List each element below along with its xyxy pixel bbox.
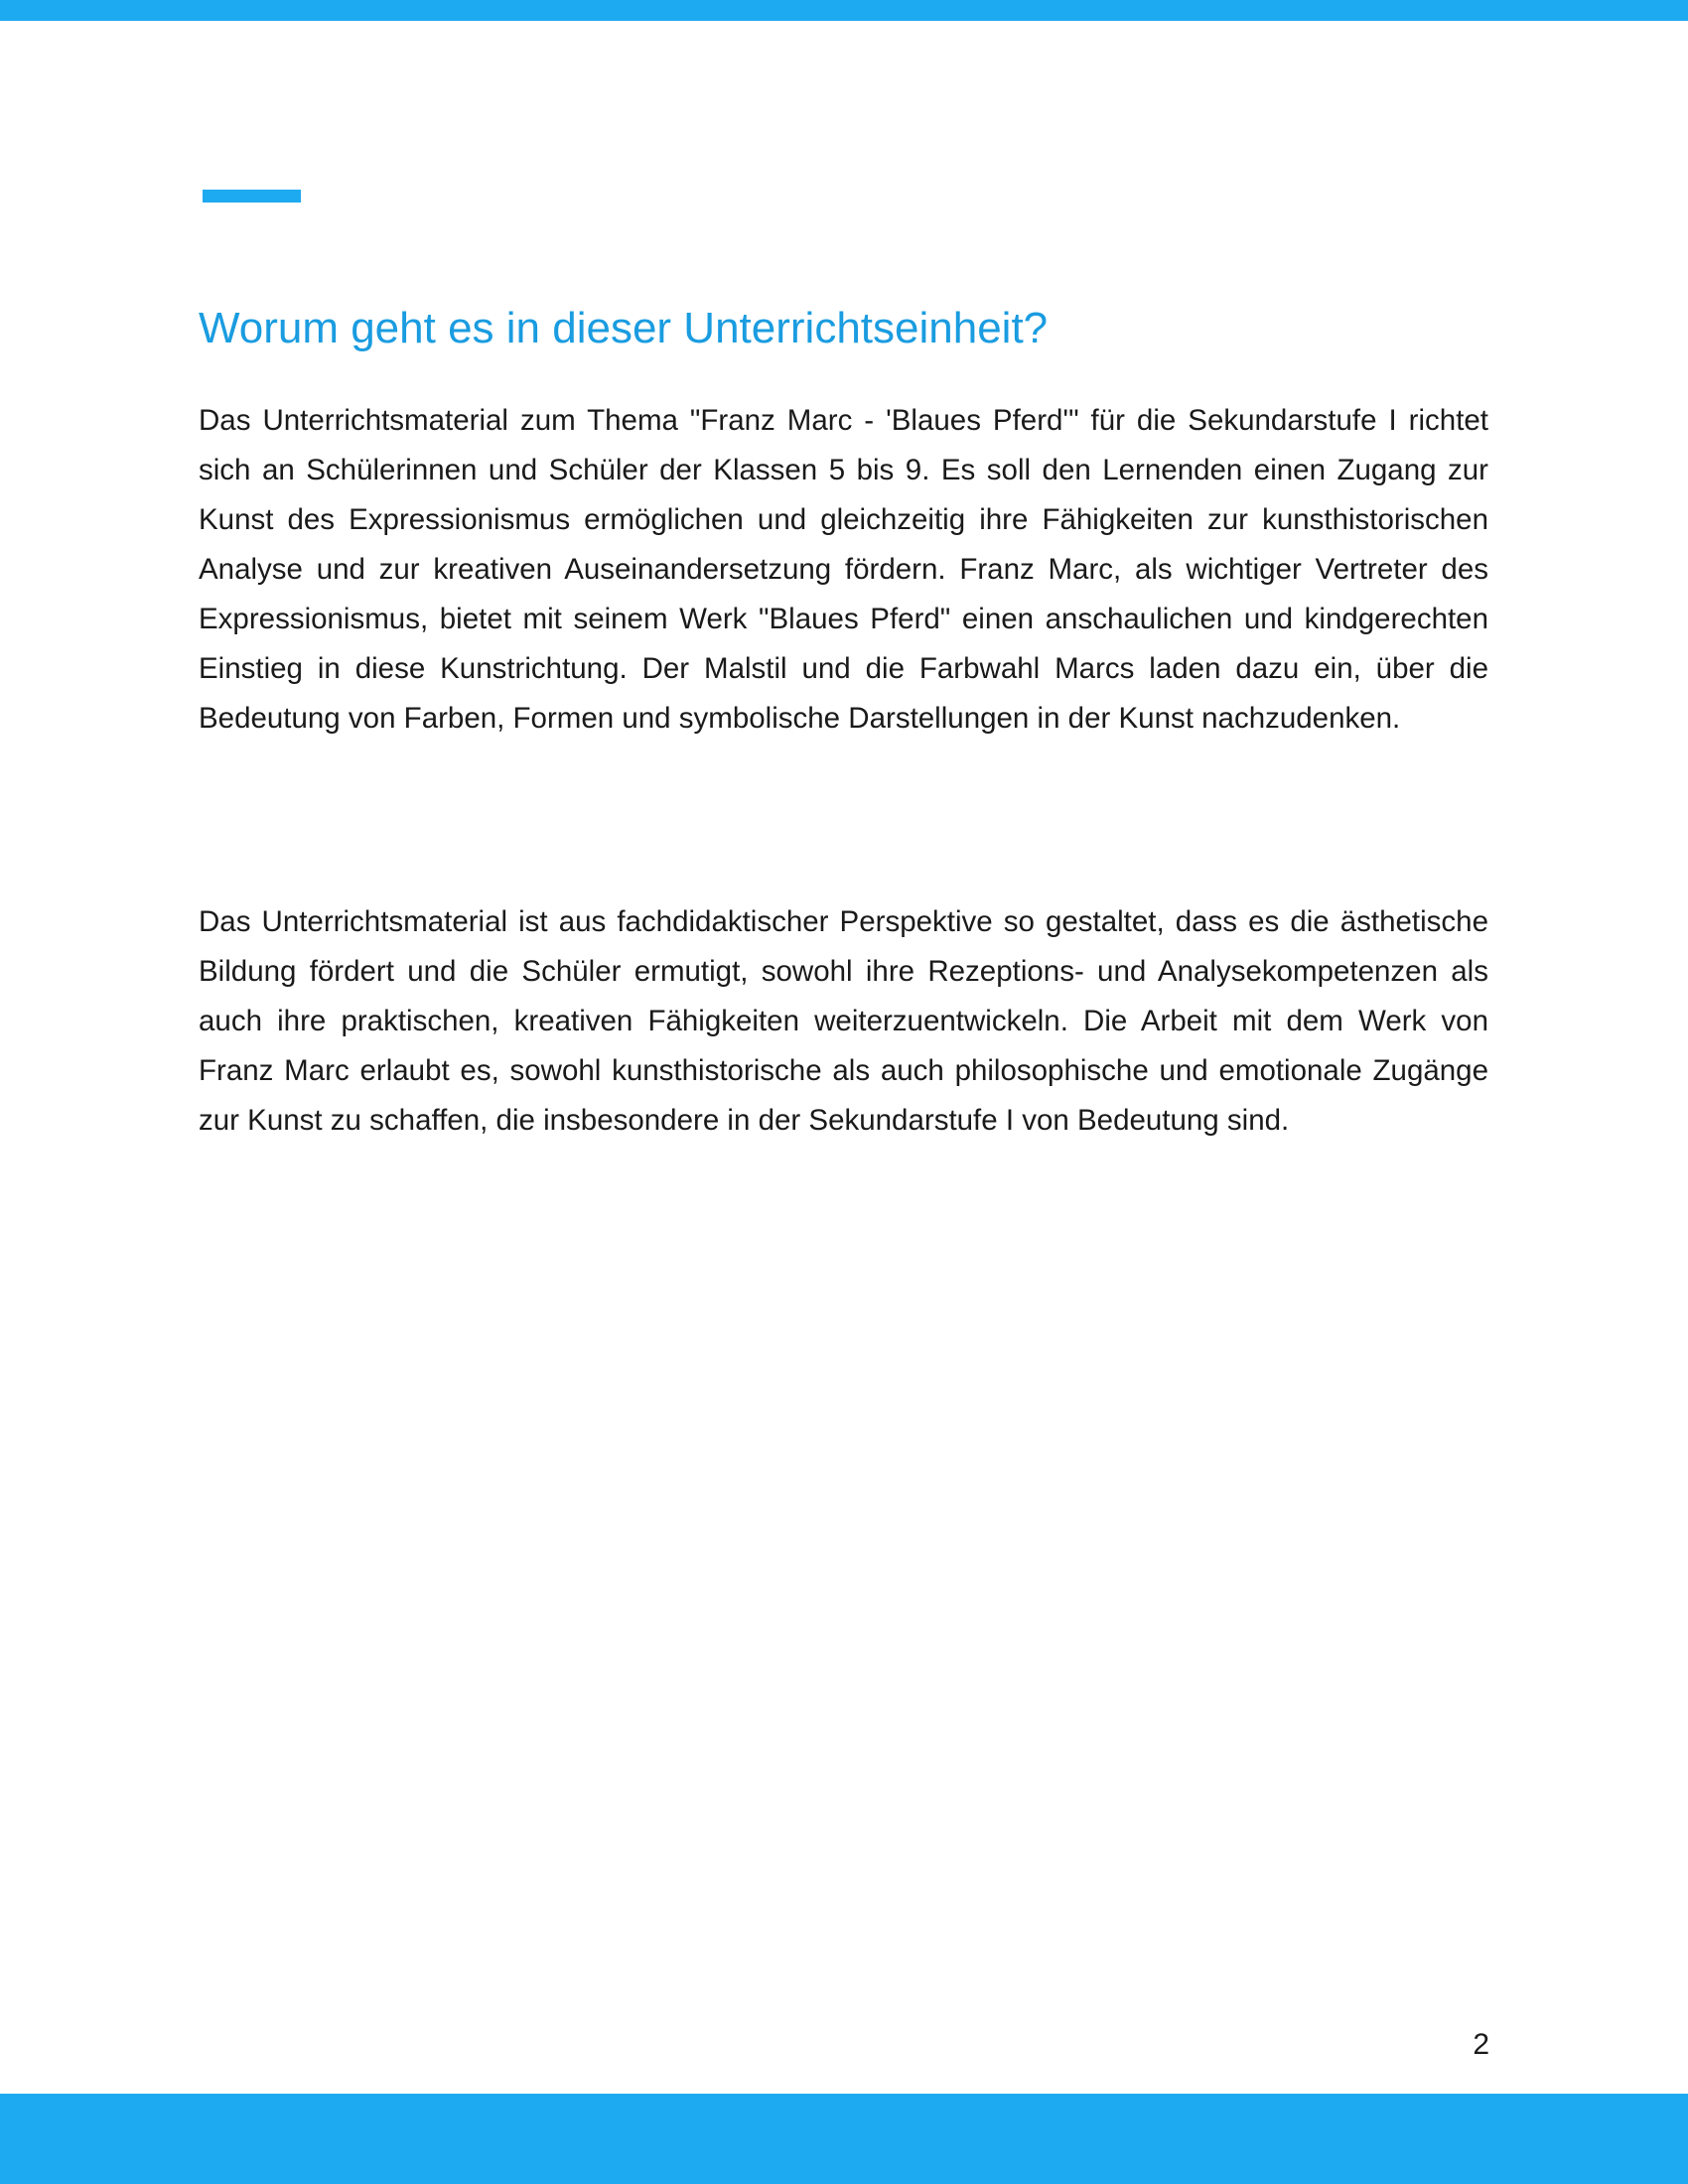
- page-number: 2: [1473, 2028, 1489, 2061]
- top-accent-bar: [0, 0, 1688, 21]
- heading-accent-dash: [203, 190, 301, 203]
- didactic-paragraph: Das Unterrichtsmaterial ist aus fachdidaktischer Perspektive so gestaltet, dass es die ästhetische Bildung fördert und die Schüler ermutigt, sowohl ihre Rezeptions- und Analysekompetenzen als auch ihre praktischen, kreativen Fähigkeiten weiterzuentwickeln. Die Arbeit mit dem Werk von Franz Marc erlaubt es, sowohl kunsthistorische als auch philosophische und emotionale Zugänge zur Kunst zu schaffen, die insbesondere in der Sekundarstufe I von Bedeutung sind.: [199, 905, 1488, 1137]
- bottom-accent-bar: [0, 2094, 1688, 2184]
- section-heading: Worum geht es in dieser Unterrichtseinheit?: [199, 304, 1049, 352]
- intro-paragraph: Das Unterrichtsmaterial zum Thema "Franz Marc - 'Blaues Pferd'" für die Sekundarstufe I richtet sich an Schülerinnen und Schüler der Klassen 5 bis 9. Es soll den Lernenden einen Zugang zur Kunst des Expressionismus ermöglichen und gleichzeitig ihre Fähigkeiten zur kunsthistorischen Analyse und zur kreativen Auseinandersetzung fördern. Franz Marc, als wichtiger Vertreter des Expressionismus, bietet mit seinem Werk "Blaues Pferd" einen anschaulichen und kindgerechten Einstieg in diese Kunstrichtung. Der Malstil und die Farbwahl Marcs laden dazu ein, über die Bedeutung von Farben, Formen und symbolische Darstellungen in der Kunst nachzudenken.: [199, 404, 1488, 735]
